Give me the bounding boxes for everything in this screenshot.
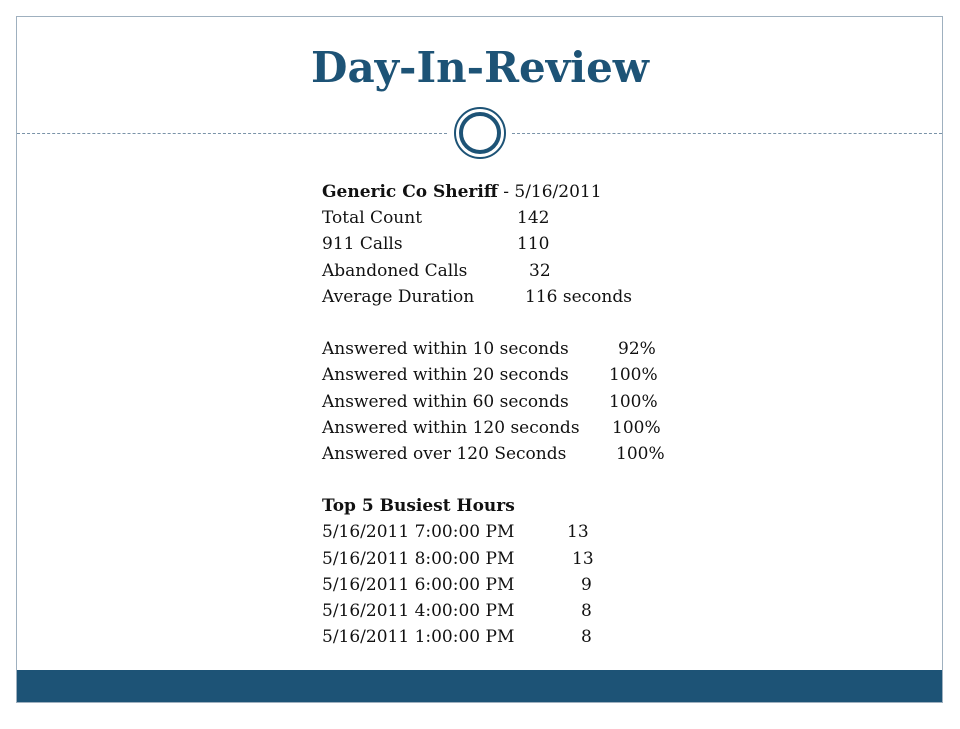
summary-row-911-calls [322,231,842,257]
circle-ornament-icon [452,105,508,161]
summary-value: 142 [517,208,550,229]
title-divider-right [512,133,942,134]
busiest-hour-count: 8 [581,601,592,621]
busiest-hour-count: 13 [567,522,589,543]
busiest-hour-label: 5/16/2011 1:00:00 PM [322,627,515,648]
busiest-hour-label: 5/16/2011 4:00:00 PM [322,601,515,621]
summary-value: 32 [529,260,551,281]
answered-label: Answered within 60 seconds [322,391,569,412]
answered-label: Answered within 10 seconds [322,339,569,360]
answered-value: 100% [609,391,658,412]
answered-row [322,415,842,441]
answered-row [322,362,842,388]
busiest-hour-count: 13 [572,548,594,569]
busiest-hour-count: 9 [581,574,592,595]
busiest-hour-row [322,624,842,650]
report-date: 5/16/2011 [514,182,602,202]
answered-value: 92% [618,339,656,360]
busiest-hour-count: 8 [581,627,592,648]
busiest-hour-row [322,519,842,545]
busiest-hours-heading: Top 5 Busiest Hours [322,496,515,517]
report-content [322,179,842,650]
summary-value: 110 [517,234,550,255]
summary-label: 911 Calls [322,234,403,255]
footer-bar [17,670,942,702]
spacer [322,467,842,493]
summary-row-average-duration [322,284,842,310]
title-divider-left [17,133,447,134]
busiest-hour-label: 5/16/2011 8:00:00 PM [322,548,515,569]
answered-row [322,336,842,362]
report-header [322,179,842,205]
agency-name: Generic Co Sheriff [322,182,498,202]
slide-title: Day-In-Review [311,43,649,92]
busiest-hour-row [322,572,842,598]
answered-value: 100% [612,417,661,438]
busiest-hour-row [322,546,842,572]
summary-label: Average Duration [322,286,475,307]
answered-label: Answered within 20 seconds [322,365,569,386]
header-separator: - [497,182,515,202]
busiest-hour-row [322,598,842,624]
answered-row [322,389,842,415]
answered-label: Answered over 120 Seconds [322,443,567,464]
busiest-hour-label: 5/16/2011 7:00:00 PM [322,522,515,543]
answered-value: 100% [609,365,658,386]
summary-value: 116 seconds [525,286,632,307]
summary-row-abandoned-calls [322,258,842,284]
answered-label: Answered within 120 seconds [322,417,580,438]
summary-label: Total Count [322,208,423,229]
busiest-hour-label: 5/16/2011 6:00:00 PM [322,574,515,595]
spacer [322,310,842,336]
summary-row-total-count [322,205,842,231]
summary-label: Abandoned Calls [322,260,468,281]
answered-row [322,441,842,467]
answered-value: 100% [616,443,665,464]
